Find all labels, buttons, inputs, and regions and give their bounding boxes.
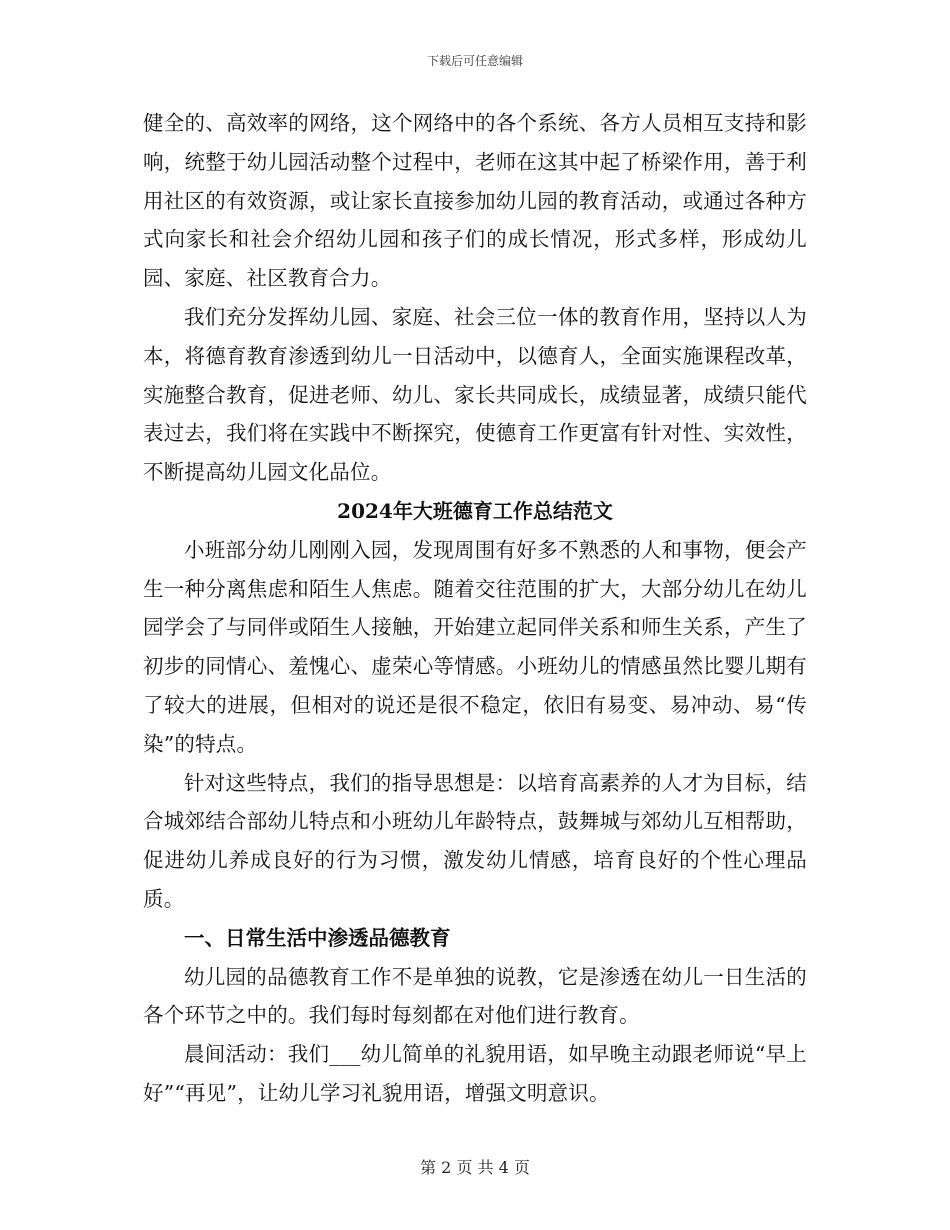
paragraph-small-class: 小班部分幼儿刚刚入园，发现周围有好多不熟悉的人和事物，便会产生一种分离焦虑和陌生人焦虑。随着交往范围的扩大，大部分幼儿在幼儿园学会了与同伴或陌生人接触，开始建立起同伴关系和师生关系，产生了初步的同情心、羞愧心、虚荣心等情感。小班幼儿的情感虽然比婴儿期有了较大的进展，但相对的说还是很不稳定，依旧有易变、易冲动、易“传染”的特点。 bbox=[143, 537, 807, 756]
paragraph-education-role: 我们充分发挥幼儿园、家庭、社会三位一体的教育作用，坚持以人为本，将德育教育渗透到幼儿一日活动中，以德育人，全面实施课程改革，实施整合教育，促进老师、幼儿、家长共同成长，成绩显著，成绩只能代表过去，我们将在实践中不断探究，使德育工作更富有针对性、实效性，不断提高幼儿园文化品位。 bbox=[143, 304, 807, 485]
document-body bbox=[143, 104, 807, 1113]
section-title: 2024年大班德育工作总结范文 bbox=[337, 498, 613, 523]
header-note: 下载后可任意编辑 bbox=[426, 54, 523, 68]
paragraph-morning-activity: 晨间活动：我们___幼儿简单的礼貌用语，如早晚主动跟老师说“早上好”“再见”，让幼儿学习礼貌用语，增强文明意识。 bbox=[143, 1042, 807, 1105]
paragraph-network: 健全的、高效率的网络，这个网络中的各个系统、各方人员相互支持和影响，统整于幼儿园活动整个过程中，老师在这其中起了桥梁作用，善于利用社区的有效资源，或让家长直接参加幼儿园的教育活动，或通过各种方式向家长和社会介绍幼儿园和孩子们的成长情况，形式多样，形成幼儿园、家庭、社区教育合力。 bbox=[143, 111, 807, 291]
paragraph-guiding-thought: 针对这些特点，我们的指导思想是：以培育高素养的人才为目标，结合城郊结合部幼儿特点和小班幼儿年龄特点，鼓舞城与郊幼儿互相帮助，促进幼儿养成良好的行为习惯，激发幼儿情感，培育良好的个性心理品质。 bbox=[143, 770, 807, 911]
paragraph-moral-education: 幼儿园的品德教育工作不是单独的说教，它是渗透在幼儿一日生活的各个环节之中的。我们每时每刻都在对他们进行教育。 bbox=[143, 964, 807, 1028]
subheading-daily-life: 一、日常生活中渗透品德教育 bbox=[184, 925, 451, 950]
page-footer: 第 2 页 共 4 页 bbox=[420, 1158, 530, 1177]
